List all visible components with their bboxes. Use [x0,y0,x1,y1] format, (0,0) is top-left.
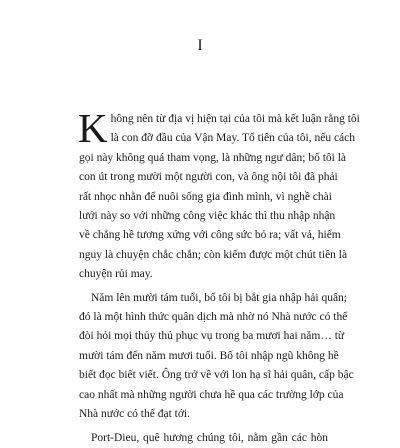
paragraph-1 [78,105,360,285]
text-line: nguy là chuyện chắc chắn; còn kiếm được một chút tiền là [79,248,348,261]
text-line: chuyện rủi may. [79,268,153,281]
text-line: biết đọc biết viết. Ông trở về với lon hạ sĩ hải quân, cấp bậc [79,369,354,382]
body-text [78,105,360,448]
text-line: là con đỡ đầu của Vận May. Tổ tiên của tôi, nếu cách [110,132,356,145]
chapter-numeral: I [197,37,203,54]
text-line: Port-Dieu, quê hương chúng tôi, nằm gần các hòn [91,431,328,444]
text-line: gọi này không quá tham vọng, là những ngư dân; bố tôi là [79,151,347,164]
text-line: Năm lên mười tám tuổi, bố tôi bị bắt gia nhập hải quân; [91,291,348,304]
text-line: mười tám đến năm mươi tuổi. Bố tôi nhập ngũ không hề [79,349,339,362]
text-line: rất nhọc nhằn để nuôi sống gia đình mình, vì nghề chài [79,190,332,203]
paragraph-2 [79,289,354,425]
drop-cap: K [78,105,108,151]
text-line: đó là một hình thức quân dịch mà nhờ nó Nhà nước có thể [79,311,348,324]
text-line: về chẳng hề tương xứng với công sức bỏ ra; vất vả, hiểm [79,229,341,242]
text-line: hông nên từ địa vị hiện tại của tôi mà kết luận rằng tôi [110,113,360,125]
text-line: đòi hỏi mọi thủy thủ phục vụ trong ba mươi hai năm… từ [79,330,345,343]
text-line: con út trong mười một người con, và ông nội tôi đã phải [79,171,338,184]
text-line: Nhà nước có thể đạt tới. [79,408,191,421]
paragraph-3 [79,429,328,448]
text-line: cao nhất mà những người chưa hề qua các trường lớp của [79,388,344,401]
text-line: lưới này so với những công việc khác thì thu nhập nhận [79,210,336,223]
